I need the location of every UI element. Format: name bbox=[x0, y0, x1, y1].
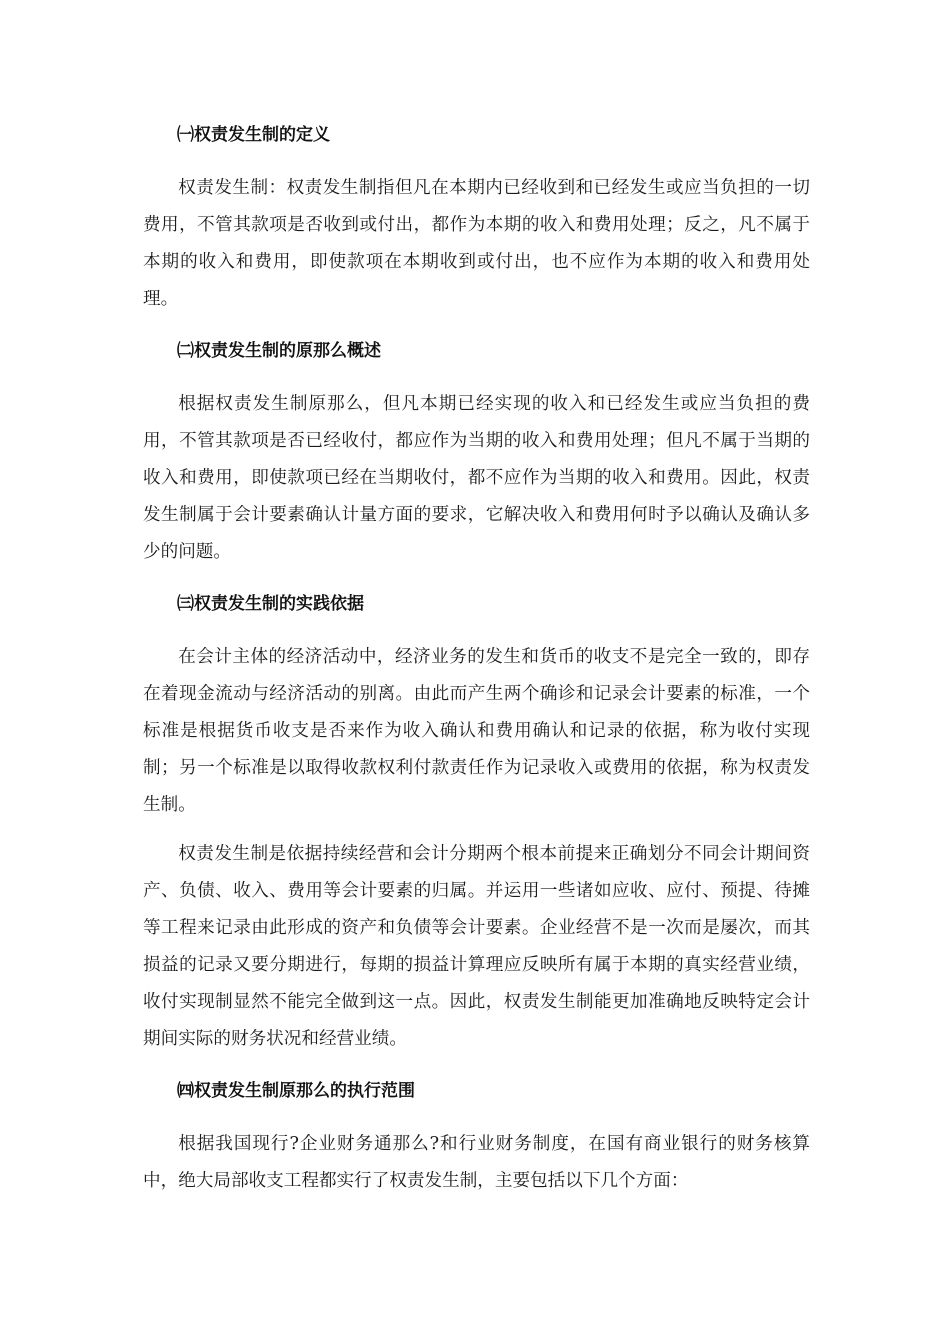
document-body bbox=[143, 122, 810, 1200]
section-3-paragraph-2: 权责发生制是依据持续经营和会计分期两个根本前提来正确划分不同会计期间资产、负债、收入、费用等会计要素的归属。并运用一些诸如应收、应付、预提、待摊等工程来记录由此形成的资产和负债等会计要素。企业经营不是一次而是屡次，而其损益的记录又要分期进行，每期的损益计算理应反映所有属于本期的真实经营业绩，收付实现制显然不能完全做到这一点。因此，权责发生制能更加准确地反映特定会计期间实际的财务状况和经营业绩。 bbox=[143, 844, 810, 1049]
section-heading-3: ㈢权责发生制的实践依据 bbox=[177, 594, 364, 614]
section-2-paragraph-1: 根据权责发生制原那么，但凡本期已经实现的收入和已经发生或应当负担的费用，不管其款项是否已经收付，都应作为当期的收入和费用处理；但凡不属于当期的收入和费用，即使款项已经在当期收付，都不应作为当期的收入和费用。因此，权责发生制属于会计要素确认计量方面的要求，它解决收入和费用何时予以确认及确认多少的问题。 bbox=[143, 394, 810, 562]
section-3-paragraph-1: 在会计主体的经济活动中，经济业务的发生和货币的收支不是完全一致的，即存在着现金流动与经济活动的别离。由此而产生两个确诊和记录会计要素的标准，一个标准是根据货币收支是否来作为收入确认和费用确认和记录的依据，称为收付实现制；另一个标准是以取得收款权利付款责任作为记录收入或费用的依据，称为权责发生制。 bbox=[143, 647, 810, 815]
section-heading-1: ㈠权责发生制的定义 bbox=[177, 125, 330, 145]
section-heading-2: ㈡权责发生制的原那么概述 bbox=[177, 341, 381, 361]
section-1-paragraph-1: 权责发生制：权责发生制指但凡在本期内已经收到和已经发生或应当负担的一切费用，不管其款项是否收到或付出，都作为本期的收入和费用处理；反之，凡不属于本期的收入和费用，即使款项在本期收到或付出，也不应作为本期的收入和费用处理。 bbox=[143, 178, 810, 309]
section-heading-4: ㈣权责发生制原那么的执行范围 bbox=[177, 1081, 415, 1101]
section-4-paragraph-1: 根据我国现行?企业财务通那么?和行业财务制度，在国有商业银行的财务核算中，绝大局部收支工程都实行了权责发生制，主要包括以下几个方面： bbox=[143, 1134, 810, 1191]
